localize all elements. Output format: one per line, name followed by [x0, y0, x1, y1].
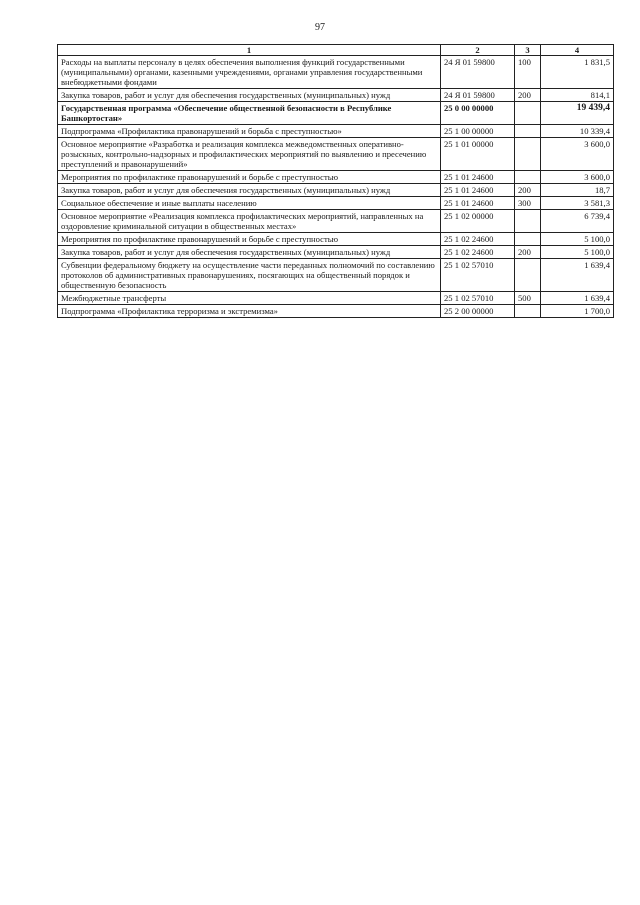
row-type-cell [515, 259, 541, 292]
row-name-cell: Мероприятия по профилактике правонарушений и борьбе с преступностью [58, 233, 441, 246]
row-amount-cell: 18,7 [541, 184, 614, 197]
row-amount-cell: 3 600,0 [541, 138, 614, 171]
row-code-cell: 25 1 02 24600 [441, 246, 515, 259]
row-name-cell: Субвенции федеральному бюджету на осуществление части переданных полномочий по составлению протоколов об административных правонарушениях, посягающих на общественный порядок и общественную безопасность [58, 259, 441, 292]
table-row [58, 292, 614, 305]
row-type-cell [515, 171, 541, 184]
table-row [58, 233, 614, 246]
header-col-3: 3 [515, 45, 541, 56]
row-code-cell: 25 1 01 00000 [441, 138, 515, 171]
table-row [58, 246, 614, 259]
row-name-cell: Расходы на выплаты персоналу в целях обеспечения выполнения функций государственными (муниципальными) органами, казенными учреждениями, органами управления государственными внебюджетными фондами [58, 56, 441, 89]
row-type-cell [515, 102, 541, 125]
row-type-cell: 200 [515, 184, 541, 197]
row-name-cell: Основное мероприятие «Реализация комплекса профилактических мероприятий, направленных на оздоровление криминальной ситуации в общественных местах» [58, 210, 441, 233]
table-row [58, 171, 614, 184]
table-body [58, 56, 614, 318]
row-type-cell [515, 233, 541, 246]
header-col-1: 1 [58, 45, 441, 56]
row-amount-cell: 6 739,4 [541, 210, 614, 233]
table-row [58, 138, 614, 171]
page-number: 97 [315, 22, 325, 33]
row-type-cell: 100 [515, 56, 541, 89]
row-code-cell: 25 1 02 57010 [441, 259, 515, 292]
row-code-cell: 25 1 02 24600 [441, 233, 515, 246]
row-amount-cell: 19 439,4 [541, 102, 614, 125]
row-name-cell: Межбюджетные трансферты [58, 292, 441, 305]
row-amount-cell: 1 700,0 [541, 305, 614, 318]
row-name-cell: Государственная программа «Обеспечение общественной безопасности в Республике Башкортостан» [58, 102, 441, 125]
budget-table [57, 44, 614, 318]
table-row [58, 125, 614, 138]
row-code-cell: 25 1 02 00000 [441, 210, 515, 233]
table-row [58, 305, 614, 318]
row-type-cell: 200 [515, 246, 541, 259]
row-type-cell [515, 138, 541, 171]
row-code-cell: 25 1 01 24600 [441, 171, 515, 184]
table-row [58, 89, 614, 102]
table-row [58, 210, 614, 233]
row-name-cell: Закупка товаров, работ и услуг для обеспечения государственных (муниципальных) нужд [58, 246, 441, 259]
row-name-cell: Закупка товаров, работ и услуг для обеспечения государственных (муниципальных) нужд [58, 184, 441, 197]
table-header-row [58, 45, 614, 56]
row-amount-cell: 3 600,0 [541, 171, 614, 184]
row-amount-cell: 1 831,5 [541, 56, 614, 89]
table-row [58, 56, 614, 89]
row-code-cell: 25 1 01 24600 [441, 197, 515, 210]
row-amount-cell: 5 100,0 [541, 233, 614, 246]
row-name-cell: Социальное обеспечение и иные выплаты населению [58, 197, 441, 210]
row-type-cell [515, 125, 541, 138]
header-col-4: 4 [541, 45, 614, 56]
table-row [58, 184, 614, 197]
row-name-cell: Основное мероприятие «Разработка и реализация комплекса межведомственных оперативно-розыскных, контрольно-надзорных и профилактических мероприятий по выявлению и пресечению преступлений и правонарушений» [58, 138, 441, 171]
header-col-2: 2 [441, 45, 515, 56]
row-type-cell [515, 210, 541, 233]
row-name-cell: Подпрограмма «Профилактика правонарушений и борьба с преступностью» [58, 125, 441, 138]
table-row [58, 197, 614, 210]
table-row [58, 102, 614, 125]
row-code-cell: 25 1 01 24600 [441, 184, 515, 197]
row-code-cell: 25 1 02 57010 [441, 292, 515, 305]
row-code-cell: 25 0 00 00000 [441, 102, 515, 125]
row-code-cell: 24 Я 01 59800 [441, 56, 515, 89]
row-amount-cell: 10 339,4 [541, 125, 614, 138]
row-code-cell: 25 1 00 00000 [441, 125, 515, 138]
row-amount-cell: 5 100,0 [541, 246, 614, 259]
row-amount-cell: 814,1 [541, 89, 614, 102]
row-amount-cell: 3 581,3 [541, 197, 614, 210]
row-name-cell: Мероприятия по профилактике правонарушений и борьбе с преступностью [58, 171, 441, 184]
row-type-cell [515, 305, 541, 318]
row-type-cell: 500 [515, 292, 541, 305]
row-name-cell: Закупка товаров, работ и услуг для обеспечения государственных (муниципальных) нужд [58, 89, 441, 102]
row-amount-cell: 1 639,4 [541, 259, 614, 292]
row-name-cell: Подпрограмма «Профилактика терроризма и экстремизма» [58, 305, 441, 318]
row-type-cell: 200 [515, 89, 541, 102]
row-code-cell: 24 Я 01 59800 [441, 89, 515, 102]
row-type-cell: 300 [515, 197, 541, 210]
table-row [58, 259, 614, 292]
row-amount-cell: 1 639,4 [541, 292, 614, 305]
row-code-cell: 25 2 00 00000 [441, 305, 515, 318]
